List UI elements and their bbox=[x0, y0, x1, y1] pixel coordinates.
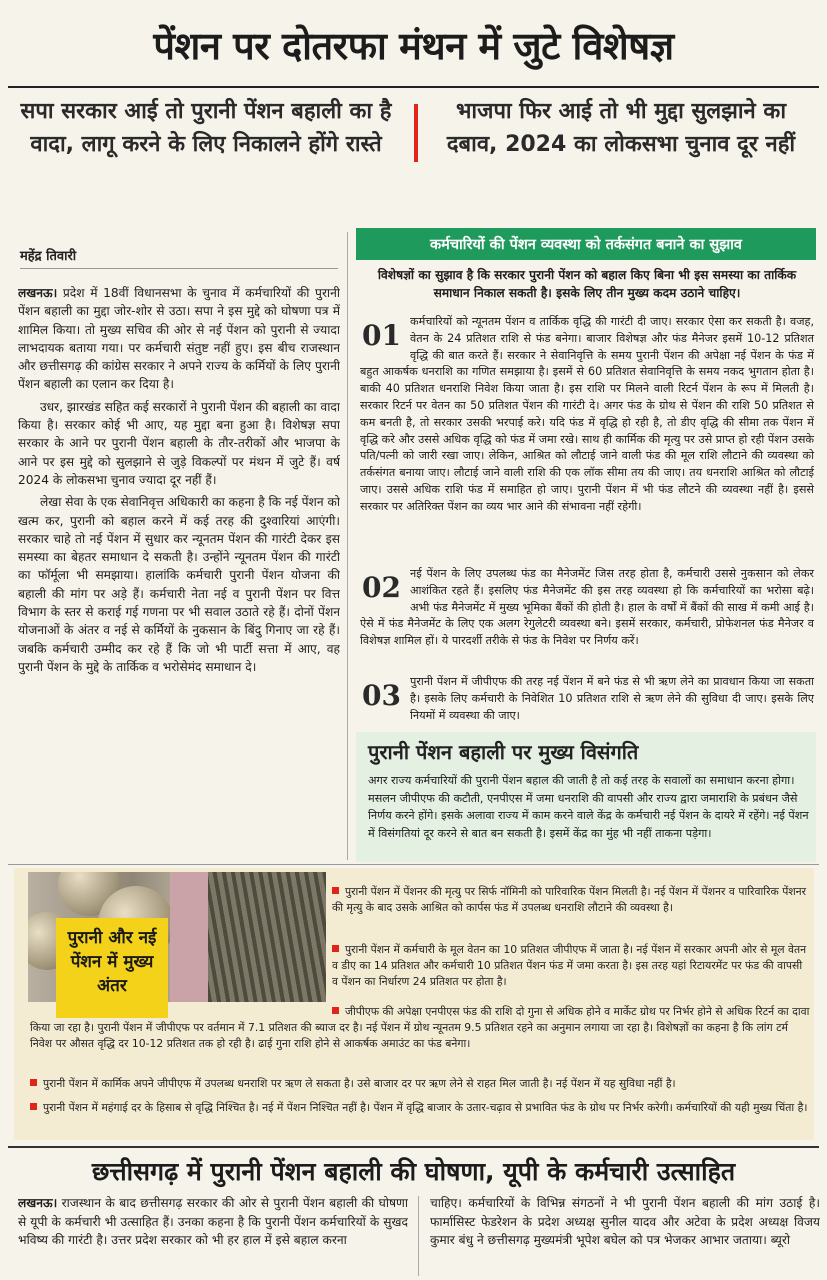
suggestion-intro: विशेषज्ञों का सुझाव है कि सरकार पुरानी पेंशन को बहाल किए बिना भी इस समस्या का तार्किक समाधान निकाल सकती है। इसके लिए तीन मुख्य कदम उठाने चाहिए। bbox=[377, 268, 797, 300]
section-rule bbox=[8, 864, 819, 865]
bottom-article-headline: छत्तीसगढ़ में पुरानी पेंशन बहाली की घोषणा, यूपी के कर्मचारी उत्साहित bbox=[91, 1157, 736, 1186]
anomaly-title: पुरानी पेंशन बहाली पर मुख्य विसंगति bbox=[368, 740, 639, 764]
bottom-column-divider bbox=[418, 1196, 419, 1276]
bottom-dateline: लखनऊ। bbox=[18, 1196, 58, 1210]
headline-rule bbox=[8, 86, 819, 88]
left-article bbox=[18, 284, 340, 859]
point-number: 03 bbox=[362, 679, 401, 712]
difference-text: पुरानी पेंशन में कार्मिक अपने जीपीएफ में उपलब्ध धनराशि पर ऋण ले सकता है। उसे बाजार दर पर ऋण लेने से राहत मिल जाती है। नई पेंशन में यह सुविधा नहीं है। bbox=[43, 1077, 676, 1090]
bottom-article-left-column bbox=[18, 1194, 408, 1278]
difference-text: पुरानी पेंशन में महंगाई दर के हिसाब से वृद्धि निश्चित है। नई में पेंशन निश्चित नहीं है। पेंशन में वृद्धि बाजार के उतार-चढ़ाव से प्रभावित फंड के ग्रोथ पर निर्भर करेगी। कर्मचारियों की यही मुख्य चिंता है। bbox=[43, 1101, 808, 1114]
page-headline: पेंशन पर दोतरफा मंथन में जुटे विशेषज्ञ bbox=[153, 24, 674, 68]
bottom-article-right-column: चाहिए। कर्मचारियों के विभिन्न संगठनों ने भी पुरानी पेंशन बहाली की मांग उठाई है। फार्मासिस्ट फेडरेशन के प्रदेश अध्यक्ष सुनील यादव और अटेवा के प्रदेश अध्यक्ष विजय कुमार बंधु ने छत्तीसगढ़ मुख्यमंत्री भूपेश बघेल को पत्र भेजकर आभार जताया। ब्यूरो bbox=[430, 1196, 820, 1247]
difference-item-4 bbox=[30, 1076, 810, 1092]
left-article-p2: उधर, झारखंड सहित कई सरकारों ने पुरानी पेंशन की बहाली का वादा किया है। सरकार कोई भी आए, यह मुद्दा बना हुआ है। विशेषज्ञ सपा सरकार के आने पर पुरानी पेंशन बहाली के तौर-तरीकों और भाजपा के आने पर इस मुद्दे को सुलझाने से जुड़े विकल्पों पर मंथन में जुटे हैं। वर्ष 2024 के लोकसभा चुनाव ज्यादा दूर नहीं हैं। bbox=[18, 399, 340, 487]
left-article-p1-text: प्रदेश में 18वीं विधानसभा के चुनाव में कर्मचारियों की पुरानी पेंशन बहाली का मुद्दा जोर-शोर से उठा। सपा ने इस मुद्दे को घोषणा पत्र में शामिल किया। तो मुख्य सचिव की ओर से नई पेंशन को पुरानी से ज्यादा लाभदायक बताया गया। पर कर्मचारी संतुष्ट नहीं हुए। इस बीच राजस्थान और छत्तीसगढ़ की कांग्रेस सरकार ने अपने राज्य के कर्मियों के लिए पुरानी पेंशन बहाली का एलान कर दिया है। bbox=[18, 286, 340, 392]
banknote-image bbox=[208, 872, 326, 1002]
dateline: लखनऊ। bbox=[18, 286, 58, 300]
anomaly-text: अगर राज्य कर्मचारियों की पुरानी पेंशन बहाल की जाती है तो कई तरह के सवालों का समाधान करना होगा। मसलन जीपीएफ की कटौती, एनपीएस में जमा धनराशि की वापसी और राज्य द्वारा जमाराशि के प्रबंधन जैसे निर्णय करने होंगे। इसके अलावा राज्य में काम करने वाले केंद्र के कर्मचारी नई पेंशन के दायरे में रहेंगे। नई पेंशन में विसंगतियां दूर करने से बात बन सकती है। इसमें केंद्र का मुंह भी नहीं ताकना पड़ेगा। bbox=[368, 774, 809, 840]
subhead-right: भाजपा फिर आई तो भी मुद्दा सुलझाने का दबाव, 2024 का लोकसभा चुनाव दूर नहीं bbox=[446, 99, 796, 157]
bottom-article-rule bbox=[8, 1146, 819, 1148]
difference-text: पुरानी पेंशन में पेंशनर की मृत्यु पर सिर्फ नॉमिनी को पारिवारिक पेंशन मिलती है। नई पेंशन में पेंशनर व पारिवारिक पेंशनर की मृत्यु के बाद उसके आश्रित को कार्पस फंड में उपलब्ध धनराशि लौटाने की व्यवस्था है। bbox=[332, 885, 807, 915]
point-number: 02 bbox=[362, 571, 401, 604]
left-article-p1 bbox=[18, 284, 340, 394]
suggestion-point-2 bbox=[360, 566, 814, 672]
point-number: 01 bbox=[362, 319, 401, 352]
differences-label: पुरानी और नई पेंशन में मुख्य अंतर bbox=[56, 918, 168, 1018]
bullet-square-icon bbox=[30, 1103, 37, 1110]
suggestion-point-1 bbox=[360, 314, 814, 566]
suggestion-banner: कर्मचारियों की पेंशन व्यवस्था को तर्कसंगत बनाने का सुझाव bbox=[356, 228, 816, 260]
left-article-p3: लेखा सेवा के एक सेवानिवृत्त अधिकारी का कहना है कि नई पेंशन को खत्म कर, पुरानी को बहाल करने में कई तरह की दुश्वारियां आएंगी। सरकार चाहे तो नई पेंशन में सुधार कर न्यूनतम पेंशन की गारंटी देकर इस समस्या का बेहतर समाधान दे सकती है। उन्होंने न्यूनतम पेंशन की गारंटी का फॉर्मूला भी समझाया। हालांकि कर्मचारी पुरानी पेंशन योजना की बहाली की मांग पर अड़े हैं। कर्मचारी नेता नई व पुरानी पेंशन पर वित्त विभाग के स्तर से कराई गई गणना पर भी सवाल उठाते रहे हैं। दोनों पेंशन योजनाओं के अंतर व नई से कर्मियों के नुकसान के बिंदु गिनाए जा रहे हैं। जबकि कर्मचारी उम्मीद कर रहे हैं कि जो भी पार्टी सत्ता में आए, वह पुरानी पेंशन के मुद्दे के तार्किक व भरोसेमंद समाधान दे। bbox=[18, 495, 340, 674]
subhead-left: सपा सरकार आई तो पुरानी पेंशन बहाली का है वादा, लागू करने के लिए निकालने होंगे रास्ते bbox=[20, 99, 392, 157]
bullet-square-icon bbox=[332, 945, 339, 952]
banknote-image bbox=[170, 872, 210, 1002]
point-text: नई पेंशन के लिए उपलब्ध फंड का मैनेजमेंट जिस तरह होता है, कर्मचारी उससे नुकसान को लेकर आशंकित रहते हैं। इसलिए फंड मैनेजमेंट की इस तरह व्यवस्था हो कि कर्मचारियों का भरोसा बढ़े। अभी फंड मैनेजमेंट में मुख्य भूमिका बैंकों की होती है। हाल के वर्षों में बैंकों की साख में कमी आई है। ऐसे में फंड मैनेजमेंट के लिए एक अलग रेगुलेटरी व्यवस्था बने। इसमें सरकार, कर्मचारी, प्रोफेशनल फंड मैनेजर व विशेषज्ञ शामिल हों। ये पारदर्शी तरीके से फंड के निवेश पर निर्णय करें। bbox=[360, 567, 814, 648]
difference-item-1 bbox=[332, 884, 810, 916]
difference-item-3 bbox=[30, 1004, 810, 1053]
bullet-square-icon bbox=[332, 1007, 339, 1014]
byline: महेंद्र तिवारी bbox=[20, 249, 77, 264]
byline-rule bbox=[20, 268, 338, 269]
difference-item-5 bbox=[30, 1100, 810, 1116]
difference-item-2 bbox=[332, 942, 810, 991]
difference-text: जीपीएफ की अपेक्षा एनपीएस फंड की राशि दो गुना से अधिक होने व मार्केट ग्रोथ पर निर्भर होने से अधिक रिटर्न का दावा किया जा रहा है। पुरानी पेंशन में जीपीएफ पर वर्तमान में 7.1 प्रतिशत की ब्याज दर है। नई पेंशन में ग्रोथ न्यूनतम 9.5 प्रतिशत रहने का अनुमान लगाया जा रहा है। विशेषज्ञों का कहना है कि लांग टर्म निवेश पर औसत वृद्धि दर 10-12 प्रतिशत तक हो रही है। ढाई गुना राशि होने से आकर्षक अमाउंट का फंड बनेगा। bbox=[30, 1005, 810, 1051]
bullet-square-icon bbox=[332, 887, 339, 894]
bottom-left-text: राजस्थान के बाद छत्तीसगढ़ सरकार की ओर से पुरानी पेंशन बहाली की घोषणा से यूपी के कर्मचारी भी उत्साहित हैं। उनका कहना है कि पुरानी पेंशन कर्मचारियों के सुखद भविष्य की गारंटी है। उत्तर प्रदेश सरकार को भी हर हाल में इसे बहाल करना bbox=[18, 1196, 408, 1247]
subhead-divider-bar bbox=[414, 104, 418, 162]
suggestion-point-3 bbox=[360, 674, 814, 730]
column-divider bbox=[347, 232, 348, 860]
point-text: पुरानी पेंशन में जीपीएफ की तरह नई पेंशन में बने फंड से भी ऋण लेने का प्रावधान किया जा सकता है। इसके लिए कर्मचारी के निवेशित 10 प्रतिशत राशि से ऋण लेने की सुविधा दी जाए। इसके लिए नियमों में व्यवस्था की जाए। bbox=[410, 675, 814, 722]
bullet-square-icon bbox=[30, 1079, 37, 1086]
point-text: कर्मचारियों को न्यूनतम पेंशन व तार्किक वृद्धि की गारंटी दी जाए। सरकार ऐसा कर सकती है। वजह, वेतन के 24 प्रतिशत राशि से फंड बनेगा। बाजार विशेषज्ञ और फंड मैनेजर इसमें 10-12 प्रतिशत वृद्धि की बात करते हैं। सरकार ने सेवानिवृत्ति के समय पुरानी पेंशन की अपेक्षा नई पेंशन के फंड में बहुत आकर्षक धनराशि का गणित समझाया है। इसमें से 60 प्रतिशत सेवानिवृत्ति के समय नकद भुगतान होता है। बाकी 40 प्रतिशत धनराशि निवेश किया जाता है। इस राशि पर मिलने वाली रिटर्न पेंशन के रूप में मिलती है। सरकार रिटर्न पर वेतन का 50 प्रतिशत पेंशन की गारंटी दे। अगर फंड के ग्रोथ से पेंशन की राशि 50 प्रतिशत से कम बनती है, तो सरकार उसकी भरपाई करे। यदि फंड में वृद्धि हो रही है, तो डीए वृद्धि की सीमा तक पेंशन में वृद्धि करे और उससे अधिक वृद्धि को फंड में जमा रखे। साथ ही कार्मिक की मृत्यु पर उसे प्राप्त हो रही पेंशन उसके पति/पत्नी को जारी रखा जाए। लेकिन, आश्रित को लौटाई जाने वाली फंड की मूल राशि लौटाने की व्यवस्था को तर्कसंगत बनाया जाए। लौटाई जाने वाली राशि की एक लॉक सीमा तय की जाए। तय धनराशि आश्रित को लौटाई जाए। उससे अधिक राशि फंड में समाहित हो जाए। पुरानी पेंशन में भी फंड लौटने की व्यवस्था नहीं है। इससे सरकार पर अतिरिक्त पेंशन का व्यय भार आने की संभावना नहीं रहेगी। bbox=[360, 315, 814, 513]
difference-text: पुरानी पेंशन में कर्मचारी के मूल वेतन का 10 प्रतिशत जीपीएफ में जाता है। नई पेंशन में सरकार अपनी ओर से मूल वेतन व डीए का 14 प्रतिशत और कर्मचारी 10 प्रतिशत पेंशन फंड में जमा करता है। इस तरह यहां रिटायरमेंट पर फंड की वापसी व पेंशन का निर्धारण 24 प्रतिशत पर होता है। bbox=[332, 943, 807, 989]
